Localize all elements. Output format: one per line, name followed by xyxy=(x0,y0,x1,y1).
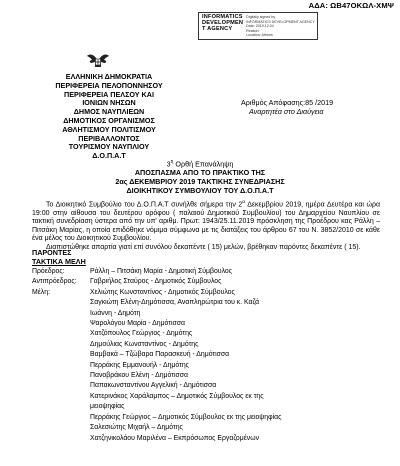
publication-note: Αναρτητέα στο Διαύγεια xyxy=(249,107,324,116)
paragraph-convened xyxy=(32,199,380,243)
header-line: ΕΛΛΗΝΙΚΗ ΔΗΜΟΚΡΑΤΙΑ xyxy=(65,72,153,81)
title-line: 2ας ΔΕΚΕΜΒΡΙΟΥ 2019 ΤΑΚΤΙΚΗΣ ΣΥΝΕΔΡΙΑΣΗΣ xyxy=(115,176,285,186)
title-line: ΔΙΟΙΚΗΤΙΚΟΥ ΣΥΜΒΟΥΛΙΟΥ ΤΟΥ Δ.Ο.Π.Α.Τ xyxy=(126,185,274,195)
member-name: Χατζόπουλος Γεώργιος - Δημότης xyxy=(90,330,193,338)
member-role xyxy=(32,371,90,381)
header-line: ΑΘΛΗΤΙΣΜΟΥ ΠΟΛΙΤΙΣΜΟΥ xyxy=(62,124,156,134)
member-row xyxy=(32,402,382,412)
member-row xyxy=(32,277,382,287)
document-title xyxy=(0,158,400,196)
member-role xyxy=(32,381,90,391)
member-role xyxy=(32,319,90,329)
member-row xyxy=(32,319,382,329)
members-list xyxy=(32,267,382,444)
member-name: Ράλλη – Πιτσάκη Μαρία - Δημοτική Σύμβουλος xyxy=(90,268,233,275)
member-name: Ψαρολόγου Μαρία - Δημότισσα xyxy=(90,320,186,328)
member-name: Σαλεσιώτης Μιχαήλ – Δημότης xyxy=(90,424,183,432)
member-name: Περράκης Γεώργιος – Δημοτικός Σύμβουλος εκ της μειοψηφίας xyxy=(90,413,282,421)
stamp-details xyxy=(246,14,315,38)
header-line: ΔΗΜΟΤΙΚΟΣ ΟΡΓΑΝΙΣΜΟΣ xyxy=(63,115,155,125)
member-role: Αντιπρόεδρος: xyxy=(32,278,77,286)
member-row xyxy=(32,423,382,433)
decision-number-block xyxy=(241,98,333,116)
member-row xyxy=(32,361,382,371)
member-role xyxy=(32,434,90,444)
attendance-section xyxy=(32,249,86,266)
header-line: ΠΕΡΙΦΕΡΕΙΑ ΠΕΛΣΟΥ ΚΑΙ xyxy=(64,89,154,99)
date-superscript: α xyxy=(242,200,246,205)
paragraph-quorum: Διαπιστώθηκε απαρτία γιατί επί συνόλου δεκαπέντε ( 15) μελών, βρέθηκαν παρόντες δεκαπέντε ( 15). xyxy=(46,244,361,252)
member-name: Ιωάννη - Δημότη xyxy=(90,309,141,317)
repeat-text: Ορθή Επανάληψη xyxy=(173,159,234,169)
member-role xyxy=(32,309,90,319)
title-line: ΑΠΟΣΠΑΣΜΑ ΑΠΟ ΤΟ ΠΡΑΚΤΙΚΟ ΤΗΣ xyxy=(134,168,266,178)
member-row xyxy=(32,298,382,308)
stamp-detail-line: INFORMATICS DEVELOPMENT AGENCY xyxy=(246,19,315,24)
body-text xyxy=(32,199,380,253)
member-name: Γαβριήλος Σταύρος - Δημοτικός Σύμβουλος xyxy=(90,278,222,286)
present-heading: ΠΑΡΟΝΤΕΣ xyxy=(32,248,72,257)
stamp-detail-line: Date: 2019.12.04 xyxy=(246,24,274,29)
member-role: Μέλη: xyxy=(32,288,51,296)
member-role xyxy=(32,402,90,412)
header-line: ΠΕΡΙΦΕΡΕΙΑ ΠΕΛΟΠΟΝΝΗΣΟΥ xyxy=(55,80,163,90)
member-role xyxy=(32,413,90,423)
member-row xyxy=(32,413,382,423)
stamp-detail-line: Digitally signed by xyxy=(246,15,276,19)
member-row xyxy=(32,340,382,350)
member-row xyxy=(32,350,382,360)
member-role xyxy=(32,350,90,360)
decision-number: Αριθμός Απόφασης:85 /2019 xyxy=(241,98,334,107)
issuer-header xyxy=(50,73,168,161)
member-role: Πρόεδρος: xyxy=(32,268,65,275)
repeat-number: 3 xyxy=(166,159,171,169)
stamp-line: T AGENCY xyxy=(202,26,233,33)
coat-of-arms-icon xyxy=(85,50,111,70)
member-role xyxy=(32,298,90,308)
member-name: Χελιώτης Κωνσταντίνος - Δημοτικός Σύμβουλος xyxy=(90,288,235,296)
member-row xyxy=(32,371,382,381)
header-line: ΙΟΝΙΩΝ ΝΗΣΩΝ xyxy=(82,98,136,108)
member-role xyxy=(32,361,90,371)
member-name: Βαμβακά – Τζώβαρα Παρασκευή - Δημότισσα xyxy=(90,351,230,359)
member-role xyxy=(32,340,90,350)
member-name: Παπακωνσταντίνου Αγγελική - Δημότισσα xyxy=(90,382,217,390)
ada-code: ΑΔΑ: ΩΒ47ΟΚΩΛ-ΧΜΨ xyxy=(308,1,394,10)
stamp-line: INFORMATICS xyxy=(202,14,243,20)
member-row xyxy=(32,288,382,298)
stamp-agency-text xyxy=(202,14,243,33)
member-role xyxy=(32,329,90,339)
member-row xyxy=(32,309,382,319)
digital-signature-stamp xyxy=(198,12,318,40)
paragraph-text: Το Διοικητικό Συμβούλιο του Δ.Ο.Π.Α.Τ συνήλθε σήμερα την 2 xyxy=(46,201,243,209)
member-row xyxy=(32,392,382,402)
member-role xyxy=(32,392,90,402)
stamp-detail-line: Reason: xyxy=(246,28,260,33)
member-role xyxy=(32,423,90,433)
paragraph-text: Δεκεμβρίου 2019, ημέρα Δευτέρα και ώρα 19:00 στην αίθουσα του δευτέρου ορόφου ( παλαιού Δημοτικού Συμβουλίου) του Δημαρχείου Ναυπλίου σε τακτική συνεδρίαση ύστερα από την υπ' αριθμ. Πρωτ: 1943/25.11.2019 πρόσκληση της Προέδρου κας Ράλλη – Πιτσάκη Μαρίας, η οποία επιδόθηκε νόμιμα σύμφωνα με τις διατάξεις του άρθρου 67 του Ν. 3852/2010 σε κάθε ένα μέλος του Διοικητικού Συμβουλίου. xyxy=(32,201,380,242)
member-row xyxy=(32,267,382,277)
regular-members-heading: ΤΑΚΤΙΚΑ ΜΕΛΗ xyxy=(32,256,86,266)
member-row xyxy=(32,329,382,339)
header-line: Δ.Ο.Π.Α.Τ xyxy=(92,151,126,161)
member-row xyxy=(32,381,382,391)
member-name: Κατερινάκος Χαράλαμπος – Δημοτικός Σύμβουλος εκ της xyxy=(90,392,264,400)
member-name: Δημούλιας Κωνσταντίνος - Δημότης xyxy=(90,340,199,348)
member-name: Σαγκιώτη Ελένη-Δημότισσα, Αναπληρώτρια του κ. Καζά xyxy=(90,299,260,307)
header-line: ΔΗΜΟΣ ΝΑΥΠΛΙΕΩΝ xyxy=(73,107,145,117)
stamp-line: DEVELOPMEN xyxy=(202,20,244,27)
stamp-detail-line: Location: Athens xyxy=(246,33,273,38)
header-line: ΤΟΥΡΙΣΜΟΥ ΝΑΥΠΛΙΟΥ xyxy=(68,142,150,152)
header-line: ΠΕΡΙΒΑΛΛΟΝΤΟΣ xyxy=(78,133,140,143)
member-row xyxy=(32,434,382,444)
member-name: Πανοβράκου Ελένη - Δημότισσα xyxy=(90,372,188,380)
member-name: Χατζηνικολάου Μαριλένα – Εκπρόσωπος Εργαζομένων xyxy=(90,434,260,442)
member-name: Περράκης Εμμανουήλ - Δημότης xyxy=(90,361,189,369)
repeat-superscript: η xyxy=(170,159,174,165)
member-name: μειοψηφίας xyxy=(90,403,125,411)
